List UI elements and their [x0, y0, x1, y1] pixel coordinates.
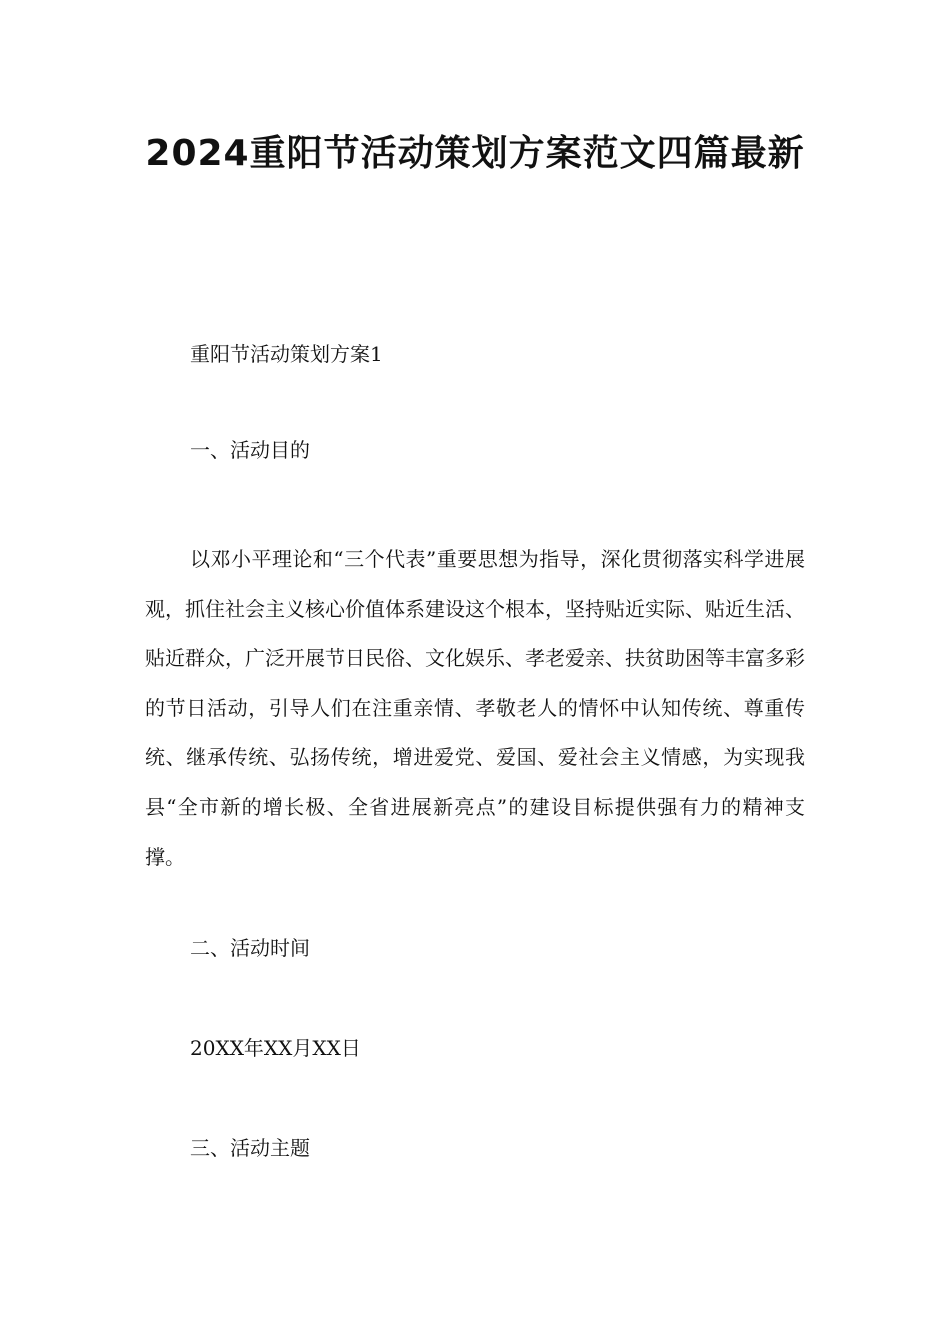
section-heading-purpose: 一、活动目的: [190, 438, 310, 462]
section-heading-theme: 三、活动主题: [190, 1136, 310, 1160]
document-title: 2024重阳节活动策划方案范文四篇最新: [145, 133, 805, 174]
section-heading-time: 二、活动时间: [190, 936, 310, 960]
section-body-purpose: 以邓小平理论和“三个代表”重要思想为指导，深化贯彻落实科学进展观，抓住社会主义核心价值体系建设这个根本，坚持贴近实际、贴近生活、贴近群众，广泛开展节日民俗、文化娱乐、孝老爱亲、扶贫助困等丰富多彩的节日活动，引导人们在注重亲情、孝敬老人的情怀中认知传统、尊重传统、继承传统、弘扬传统，增进爱党、爱国、爱社会主义情感，为实现我县“全市新的增长极、全省进展新亮点”的建设目标提供强有力的精神支撑。: [145, 547, 805, 869]
plan-heading: 重阳节活动策划方案1: [190, 342, 383, 366]
section-body-time: 20XX年XX月XX日: [190, 1036, 361, 1060]
